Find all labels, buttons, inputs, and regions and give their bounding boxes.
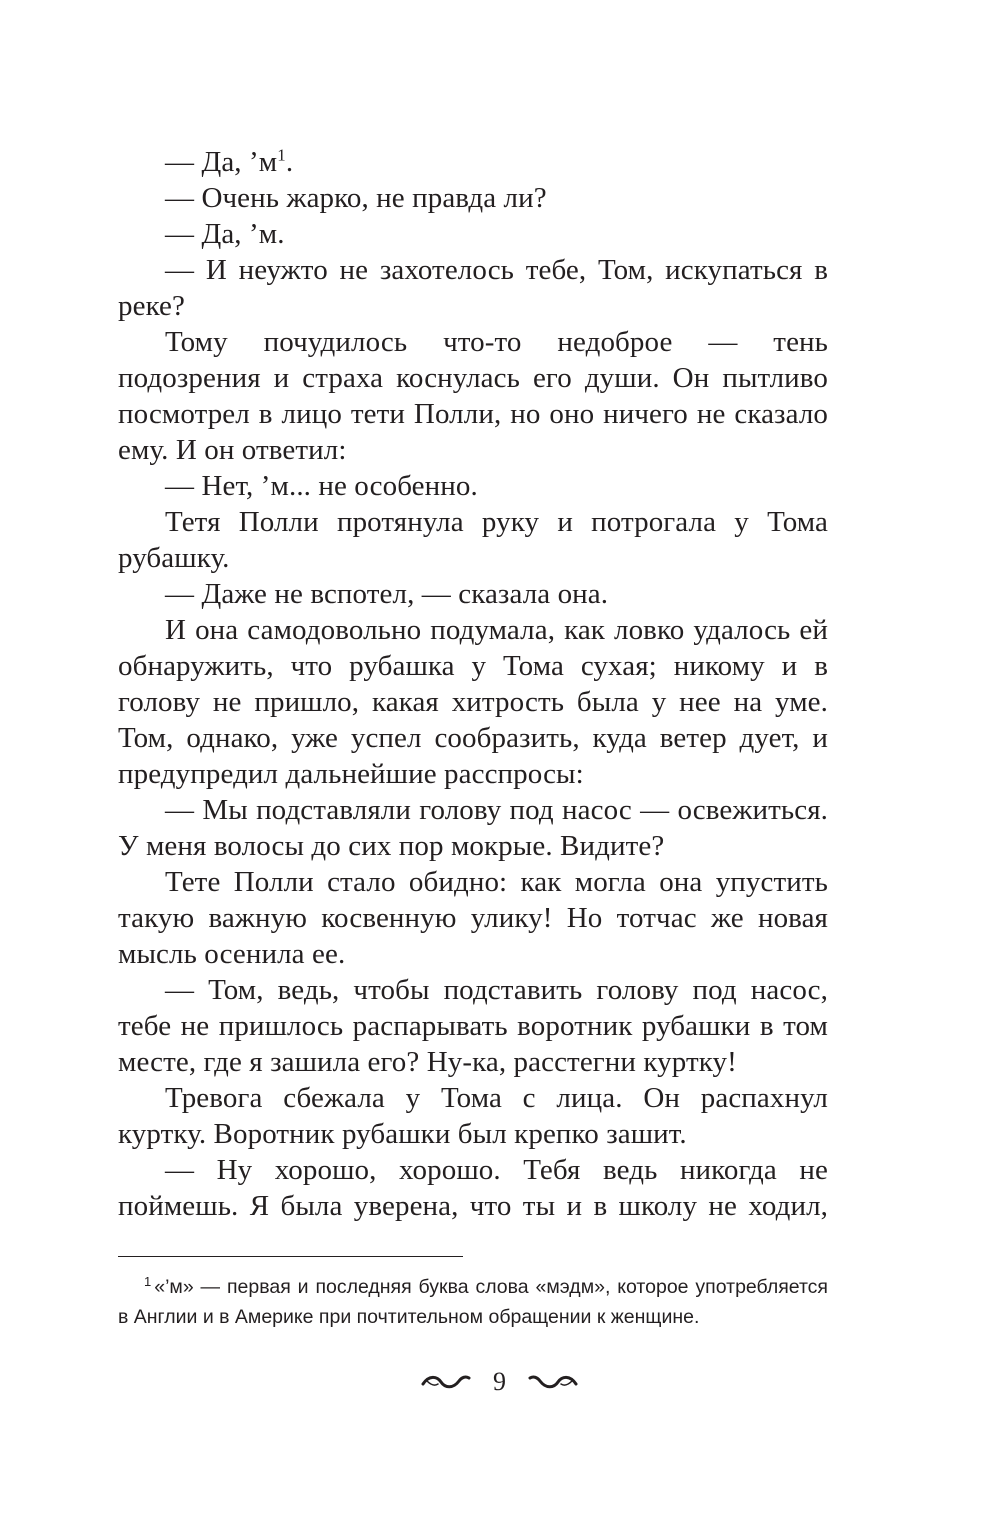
body-text: [118, 144, 828, 1224]
paragraph: Тете Полли стало обидно: как могла она упустить такую важную косвенную улику! Но тотчас же новая мысль осенила ее.: [118, 866, 828, 970]
paragraph: Тетя Полли протянула руку и потрогала у Тома рубашку.: [118, 506, 828, 574]
paragraph: Тревога сбежала у Тома с лица. Он распахнул куртку. Воротник рубашки был крепко зашит.: [118, 1082, 828, 1150]
page-number: 9: [493, 1367, 506, 1396]
paragraph: — Да, ’м$^1$.: [165, 145, 294, 178]
paragraph: — Том, ведь, чтобы подставить голову под насос, тебе не пришлось распарывать воротник рубашки в том месте, где я зашила его? Ну-ка, расстегни куртку!: [118, 974, 828, 1078]
swash-ornament-icon: [528, 1372, 578, 1392]
paragraph: — Мы подставляли голову под насос — освежиться. У меня волосы до сих пор мокрые. Видите?: [118, 794, 828, 862]
footnote-number: 1: [144, 1273, 152, 1289]
paragraph: — Даже не вспотел, — сказала она.: [165, 578, 609, 610]
paragraph: — Да, ’м.: [165, 218, 285, 250]
paragraph: Тому почудилось что-то недоброе — тень подозрения и страха коснулась его души. Он пытливо посмотрел в лицо тети Полли, но оно ничего не сказало ему. И он ответил:: [118, 326, 828, 466]
footnote: [118, 1272, 828, 1332]
footnote-text: «’м» — первая и последняя буква слова «мэдм», которое употребляется в Англии и в Америке при почтительном обращении к женщине.: [118, 1276, 828, 1328]
footnote-reference[interactable]: 1: [277, 145, 286, 165]
paragraph: — Нет, ’м... не особенно.: [165, 470, 478, 502]
paragraph: — И неужто не захотелось тебе, Том, искупаться в реке?: [118, 254, 828, 322]
paragraph: — Ну хорошо, хорошо. Тебя ведь никогда не поймешь. Я была уверена, что ты и в школу не ходил,: [118, 1154, 828, 1222]
page-footer: [0, 1362, 999, 1402]
footnote-divider: [118, 1256, 463, 1257]
paragraph: И она самодовольно подумала, как ловко удалось ей обнаружить, что рубашка у Тома сухая; никому и в голову не пришло, какая хитрость была у нее на уме. Том, однако, уже успел сообразить, куда ветер дует, и предупредил дальнейшие расспросы:: [118, 614, 828, 790]
swash-ornament-icon: [421, 1372, 471, 1392]
paragraph: — Очень жарко, не правда ли?: [165, 182, 547, 214]
